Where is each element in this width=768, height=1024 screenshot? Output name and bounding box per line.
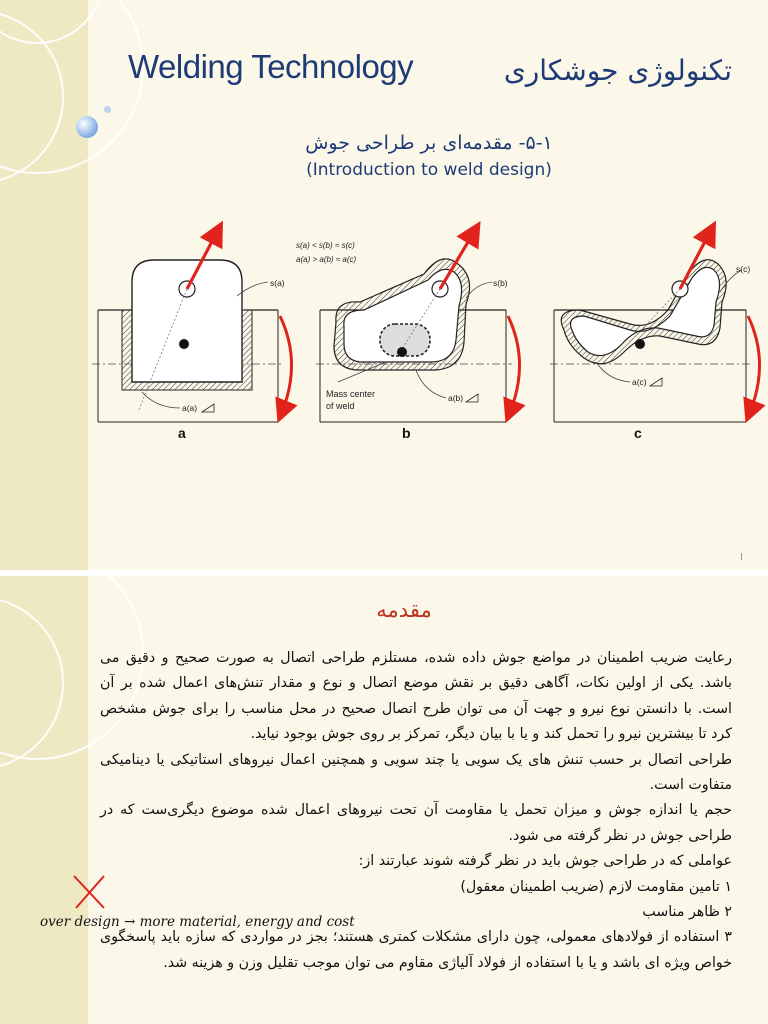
weld-symbol — [202, 404, 214, 412]
formula-line-2: a(a) > a(b) ≈ a(c) — [296, 255, 357, 264]
slide-2 — [0, 576, 768, 1024]
label-sa: s(a) — [270, 278, 285, 288]
decorative-bead — [104, 106, 111, 113]
mass-center-label-1: Mass center — [326, 389, 376, 399]
list-item: ۲ ظاهر مناسب — [642, 904, 732, 921]
mass-center-label-2: of weld — [326, 401, 355, 411]
list-item: ۳ استفاده از فولادهای معمولی، چون دارای مشکلات کمتری هستند؛ بجز در مواردی که سازه باید پاسخگوی خواص ویژه ای باشد و یا با استفاده از فولاد آلیاژی مقاوم می توان موجب تقلیل وزن و هزینه شد. — [100, 929, 732, 971]
mass-center-symbol — [179, 339, 189, 349]
overdesign-note: over design → more material, energy and cost — [40, 914, 355, 930]
leader-line — [142, 392, 180, 408]
panel-label-a: a — [178, 425, 186, 441]
leader-line — [416, 370, 446, 398]
panel-label-c: c — [634, 425, 642, 441]
weld-symbol — [466, 394, 478, 402]
mass-center-symbol — [635, 339, 645, 349]
panel-label-b: b — [402, 425, 411, 441]
formula-line-1: s(a) < s(b) ≈ s(c) — [296, 241, 355, 250]
leader-line — [596, 362, 630, 382]
paragraph: حجم یا اندازه جوش و میزان تحمل یا مقاومت آن تحت نیروهای اعمال شده موضوع دیگری‌ست که در طراحی جوش در نظر گرفته می شود. — [100, 802, 732, 844]
panel-c — [550, 232, 760, 441]
title-persian: تکنولوژی جوشکاری — [503, 54, 732, 87]
label-aa: a(a) — [182, 403, 198, 413]
paragraph: عواملی که در طراحی جوش باید در نظر گرفته شوند عبارتند از: — [358, 853, 732, 870]
weld-design-figure — [92, 212, 768, 452]
subtitle-english: (Introduction to weld design) — [306, 160, 552, 180]
label-sc: s(c) — [736, 264, 751, 274]
label-sb: s(b) — [493, 278, 508, 288]
title-english: Welding Technology — [128, 48, 414, 85]
lug-plate — [132, 260, 242, 382]
panel-a — [92, 232, 292, 441]
moment-arrow — [280, 316, 292, 412]
paragraph: طراحی اتصال بر حسب تنش های یک سویی یا چند سویی و همچنین اعمال نیروهای استاتیکی یا دینامیکی متفاوت است. — [100, 751, 732, 794]
paragraph: رعایت ضریب اطمینان در مواضع جوش داده شده، مستلزم طراحی اتصال به صورت صحیح و دقیق می باشد. یکی از اولین نکات، آگاهی دقیق بر نقش موضع اتصال و نوع و مقدار تنش‌های اعمال شده بر آن است. با دانستن نوع نیرو و جهت آن می توان طرح اتصال صحیح در محل مناسب را برای جوش مشخص کرد تا بیشترین نیرو را تحمل کند و یا با بیان دیگر، تمرکز بر روی جوش بوجود نیاید. — [100, 650, 732, 743]
list-item: ۱ تامین مقاومت لازم (ضریب اطمینان معقول) — [460, 878, 732, 895]
weld-symbol — [650, 378, 662, 386]
red-cross-mark — [70, 872, 110, 912]
panel-b — [296, 232, 520, 441]
page-marker: I — [740, 552, 743, 563]
subtitle-persian: ۵-۱- مقدمه‌ای بر طراحی جوش — [305, 132, 553, 154]
label-ac: a(c) — [632, 377, 647, 387]
label-ab: a(b) — [448, 393, 464, 403]
section-heading: مقدمه — [376, 598, 432, 622]
mass-center-symbol — [397, 347, 407, 357]
